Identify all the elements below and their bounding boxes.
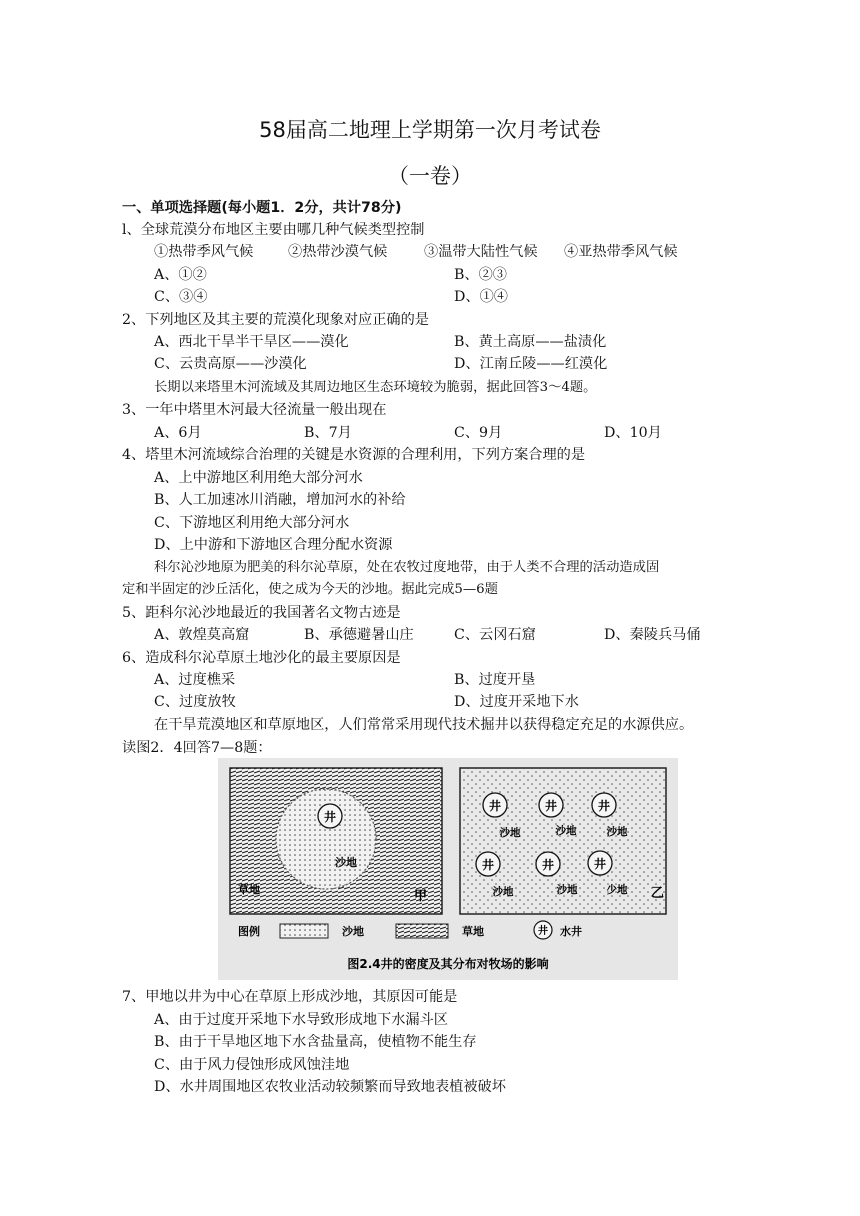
legend-grass-label: 草地 [462,925,484,938]
question-4-stem: 4、塔里木河流域综合治理的关键是水资源的合理利用，下列方案合理的是 [122,447,586,463]
q5-option-d: D、秦陵兵马俑 [604,627,701,643]
legend-sand-swatch [280,924,328,938]
q1-option-d: D、①④ [454,289,508,305]
jia-label: 甲 [414,889,428,904]
figure-well-density [218,758,678,980]
question-2-stem: 2、下列地区及其主要的荒漠化现象对应正确的是 [122,312,429,328]
figure-caption: 图2.4井的密度及其分布对牧场的影响 [347,957,549,971]
q1-item-2: ②热带沙漠气候 [288,244,388,260]
section-heading: 一、单项选择题(每小题1．2分，共计78分) [122,200,402,216]
q4-option-d: D、上中游和下游地区合理分配水资源 [154,537,393,553]
sand-label: 沙地 [555,825,577,837]
legend-well-label: 水井 [560,925,582,938]
legend-title: 图例 [238,925,260,938]
q1-option-c: C、③④ [154,289,208,305]
q6-option-b: B、过度开垦 [454,672,536,688]
q6-option-a: A、过度樵采 [154,672,236,688]
q2-option-d: D、江南丘陵——红漠化 [454,356,608,372]
q5-option-b: B、承德避暑山庄 [304,627,414,643]
q7-option-b: B、由于干旱地区地下水含盐量高，使植物不能生存 [154,1034,477,1050]
grass-label: 草地 [238,883,260,896]
well-label: 井 [488,799,502,813]
q2-option-b: B、黄土高原——盐渍化 [454,334,607,350]
question-5-stem: 5、距科尔沁沙地最近的我国著名文物古迹是 [122,605,401,621]
q4-option-c: C、下游地区利用绝大部分河水 [154,515,350,531]
q5-option-a: A、敦煌莫高窟 [154,627,250,643]
sand-label: 沙地 [499,827,521,839]
q7-option-d: D、水井周围地区农牧业活动较频繁而导致地表植被破坏 [154,1079,506,1095]
question-3-stem: 3、一年中塔里木河最大径流量一般出现在 [122,402,387,418]
q6-option-c: C、过度放牧 [154,694,236,710]
well-label: 井 [323,810,337,824]
page-subtitle: （一卷） [388,164,472,188]
page-title: 58届高二地理上学期第一次月考试卷 [259,118,601,142]
q1-item-4: ④亚热带季风气候 [564,244,678,260]
legend-grass-swatch [396,924,448,938]
sand-label: 沙地 [492,886,514,898]
passage-1: 长期以来塔里木河流域及其周边地区生态环境较为脆弱，据此回答3～4题。 [154,380,597,395]
q4-option-a: A、上中游地区利用绝大部分河水 [154,470,363,486]
q1-item-1: ①热带季风气候 [154,244,254,260]
passage-3-line-1: 在干旱荒漠地区和草原地区，人们常常采用现代技术掘井以获得稳定充足的水源供应。 [154,717,694,733]
q6-option-d: D、过度开采地下水 [454,694,579,710]
q4-option-b: B、人工加速冰川消融，增加河水的补给 [154,492,406,508]
q3-option-b: B、7月 [304,425,352,441]
well-label: 井 [597,799,611,813]
q1-option-a: A、①② [154,267,207,283]
well-label: 井 [593,857,607,871]
well-label: 井 [541,858,555,872]
question-7-stem: 7、甲地以井为中心在草原上形成沙地，其原因可能是 [122,989,458,1005]
q1-option-b: B、②③ [454,267,507,283]
q3-option-d: D、10月 [604,425,662,441]
passage-2-line-1: 科尔沁沙地原为肥美的科尔沁草原，处在农牧过度地带，由于人类不合理的活动造成固 [154,560,660,575]
passage-2-line-2: 定和半固定的沙丘活化，使之成为今天的沙地。据此完成5—6题 [122,582,498,597]
q1-item-3: ③温带大陆性气候 [424,244,538,260]
well-label: 井 [544,799,558,813]
legend-well-symbol: 井 [538,926,548,937]
well-label: 井 [481,858,495,872]
sand-label: 少地 [606,884,628,896]
q2-option-c: C、云贵高原——沙漠化 [154,356,307,372]
q7-option-a: A、由于过度开采地下水导致形成地下水漏斗区 [154,1012,448,1028]
yi-label: 乙 [651,886,665,901]
question-6-stem: 6、造成科尔沁草原土地沙化的最主要原因是 [122,650,401,666]
legend-sand-label: 沙地 [342,925,364,938]
q3-option-a: A、6月 [154,425,202,441]
passage-3-line-2: 读图2．4回答7—8题： [122,740,272,756]
q7-option-c: C、由于风力侵蚀形成风蚀洼地 [154,1057,350,1073]
sand-label: 沙地 [335,856,357,869]
panel-jia [230,768,442,914]
panel-yi [460,768,666,914]
q2-option-a: A、西北干旱半干旱区——漠化 [154,334,349,350]
q3-option-c: C、9月 [454,425,503,441]
sand-label: 沙地 [556,884,578,896]
sand-label: 沙地 [606,826,628,838]
question-1-stem: l、全球荒漠分布地区主要由哪几种气候类型控制 [122,222,425,238]
q5-option-c: C、云冈石窟 [454,627,536,643]
